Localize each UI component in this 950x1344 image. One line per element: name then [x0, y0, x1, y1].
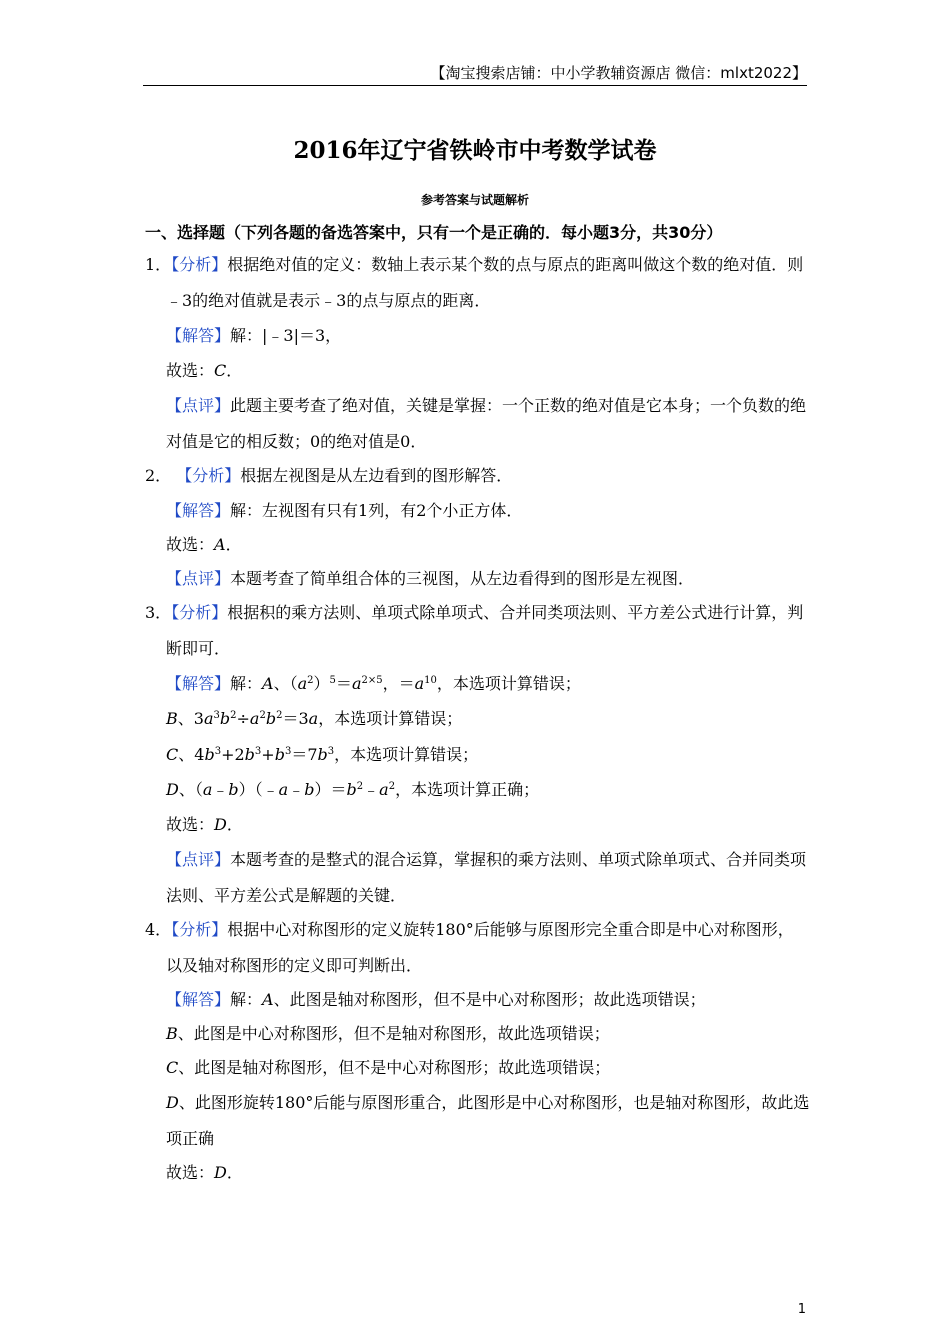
answer-tag: 【解答】	[166, 326, 231, 345]
option-label: A	[262, 674, 274, 693]
q4-analysis-line-2: 以及轴对称图形的定义即可判断出．	[166, 956, 423, 975]
math-text: ）	[313, 674, 330, 693]
q4-option-d-text: 、此图形旋转180°后能与原图形重合，此图形是中心对称图形，也是轴对称图形，故此选	[178, 1093, 810, 1112]
page-number: 1	[797, 1302, 806, 1317]
choice-suffix: ．	[226, 361, 243, 380]
q3-comment-text: 本题考查的是整式的混合运算，掌握积的乘方法则、单项式除单项式、合并同类项	[230, 850, 807, 869]
q4-choice-line	[166, 1163, 243, 1183]
q4-number: 4．	[145, 920, 172, 939]
q3-answer-line-b: B、$3a^3b^2\div a^2b^2=3a$，本选项计算错误；	[166, 709, 463, 728]
q3-choice-line	[166, 815, 243, 835]
answer-tag: 【解答】	[166, 990, 231, 1009]
q2-choice: A	[214, 535, 226, 554]
q1-analysis-line	[145, 255, 803, 275]
exponent: 2	[307, 675, 314, 686]
q2-number: 2．	[145, 466, 172, 485]
q4-answer-line-a	[166, 990, 706, 1010]
math-text: 、4	[178, 745, 205, 764]
answer-prefix: 解：	[230, 990, 263, 1009]
choice-suffix: ．	[226, 815, 243, 834]
q3-analysis-line-2: 断即可．	[166, 639, 231, 658]
option-label: B	[166, 1024, 178, 1043]
q1-comment-text: 此题主要考查了绝对值，关键是掌握：一个正数的绝对值是它本身；一个负数的绝	[230, 396, 807, 415]
q4-answer-line-b	[166, 1024, 610, 1044]
math-text: ，本选项计算错误；	[334, 745, 479, 764]
q3-analysis-line	[145, 603, 803, 623]
comment-tag: 【点评】	[166, 850, 231, 869]
page-subtitle: 参考答案与试题解析	[420, 193, 529, 207]
q2-comment-text: 本题考查了简单组合体的三视图，从左边看得到的图形是左视图．	[230, 569, 695, 588]
q4-option-b-text: 、此图是中心对称图形，但不是轴对称图形，故此选项错误；	[177, 1024, 610, 1043]
q2-analysis-line	[145, 466, 512, 486]
q3-analysis-text: 根据积的乘方法则、单项式除单项式、合并同类项法则、平方差公式进行计算，判	[227, 603, 804, 622]
comment-tag: 【点评】	[166, 569, 231, 588]
q4-answer-line-d	[166, 1093, 809, 1113]
q1-choice: C	[214, 361, 227, 380]
analysis-tag: 【分析】	[171, 920, 228, 939]
math-text: ，本选项计算正确；	[395, 780, 540, 799]
exponent: 2×5	[361, 675, 383, 686]
answer-tag: 【解答】	[166, 674, 231, 693]
analysis-tag: 【分析】	[171, 603, 228, 622]
exponent: 5	[329, 675, 336, 686]
choice-suffix: ．	[225, 535, 242, 554]
q3-answer-line-d: D、$(a﹣b)(﹣a﹣b)=b^2﹣a^2$，本选项计算正确；	[166, 780, 540, 799]
q1-number: 1．	[145, 255, 172, 274]
choice-prefix: 故选：	[166, 1163, 215, 1182]
q3-answer-line-a	[166, 674, 581, 694]
q2-answer-text: 解：左视图有只有1列，有2个小正方体．	[230, 501, 523, 520]
q1-comment-line-2: 对值是它的相反数；0的绝对值是0．	[166, 432, 427, 451]
math-text: 、（	[273, 674, 298, 693]
q3-comment-line	[166, 850, 806, 870]
q3-choice: D	[214, 815, 227, 834]
var-a: a	[351, 674, 362, 693]
answer-tag: 【解答】	[166, 501, 231, 520]
analysis-tag: 【分析】	[176, 466, 241, 485]
comment-tag: 【点评】	[166, 396, 231, 415]
q4-answer-line-d-2: 项正确	[166, 1129, 215, 1148]
option-label: C	[166, 1058, 179, 1077]
q4-answer-line-c	[166, 1058, 610, 1078]
q2-answer-line	[166, 501, 522, 521]
var-a: a	[414, 674, 425, 693]
option-label: D	[166, 1093, 179, 1112]
section-heading: 一、选择题（下列各题的备选答案中，只有一个是正确的．每小题3分，共30分）	[145, 223, 723, 242]
choice-prefix: 故选：	[166, 361, 215, 380]
q2-comment-line	[166, 569, 694, 589]
q4-option-a-text: 、此图是轴对称图形，但不是中心对称图形；故此选项错误；	[273, 990, 706, 1009]
math-text: ，＝	[382, 674, 415, 693]
q4-analysis-text: 根据中心对称图形的定义旋转180°后能够与原图形完全重合即是中心对称图形，	[227, 920, 794, 939]
choice-suffix: ．	[226, 1163, 243, 1182]
q4-choice: D	[214, 1163, 227, 1182]
q4-analysis-line	[145, 920, 794, 940]
var-a: a	[297, 674, 308, 693]
q3-comment-line-2: 法则、平方差公式是解题的关键．	[166, 886, 407, 905]
q1-analysis-text: 根据绝对值的定义：数轴上表示某个数的点与原点的距离叫做这个数的绝对值．则	[227, 255, 804, 274]
choice-prefix: 故选：	[166, 815, 215, 834]
option-label: D	[166, 780, 179, 799]
math-text: ，本选项计算错误；	[436, 674, 581, 693]
answer-prefix: 解：	[230, 674, 263, 693]
math-text: ＝	[335, 674, 352, 693]
q4-option-c-text: 、此图是轴对称图形，但不是中心对称图形；故此选项错误；	[178, 1058, 611, 1077]
math-text: ，本选项计算错误；	[318, 709, 463, 728]
exponent: 10	[424, 675, 437, 686]
q1-choice-line	[166, 361, 242, 381]
q2-choice-line	[166, 535, 242, 555]
analysis-tag: 【分析】	[171, 255, 228, 274]
q1-answer-text: 解：|﹣3|＝3，	[230, 326, 342, 345]
option-label: A	[262, 990, 274, 1009]
q3-number: 3．	[145, 603, 172, 622]
q1-analysis-line-2: ﹣3的绝对值就是表示﹣3的点与原点的距离．	[166, 291, 491, 310]
q2-analysis-text: 根据左视图是从左边看到的图形解答．	[240, 466, 513, 485]
q1-answer-line	[166, 326, 341, 346]
page-title: 2016年辽宁省铁岭市中考数学试卷	[293, 137, 657, 164]
choice-prefix: 故选：	[166, 535, 215, 554]
option-label: B	[166, 709, 178, 728]
option-label: C	[166, 745, 179, 764]
math-text: 、3	[177, 709, 204, 728]
header-divider	[143, 85, 807, 86]
page-header: 【淘宝搜索店铺：中小学教辅资源店 微信：mlxt2022】	[430, 64, 807, 82]
q3-answer-line-c: C、$4b^3+2b^3+b^3=7b^3$，本选项计算错误；	[166, 745, 479, 764]
q1-comment-line	[166, 396, 806, 416]
math-text: 、（	[178, 780, 203, 799]
